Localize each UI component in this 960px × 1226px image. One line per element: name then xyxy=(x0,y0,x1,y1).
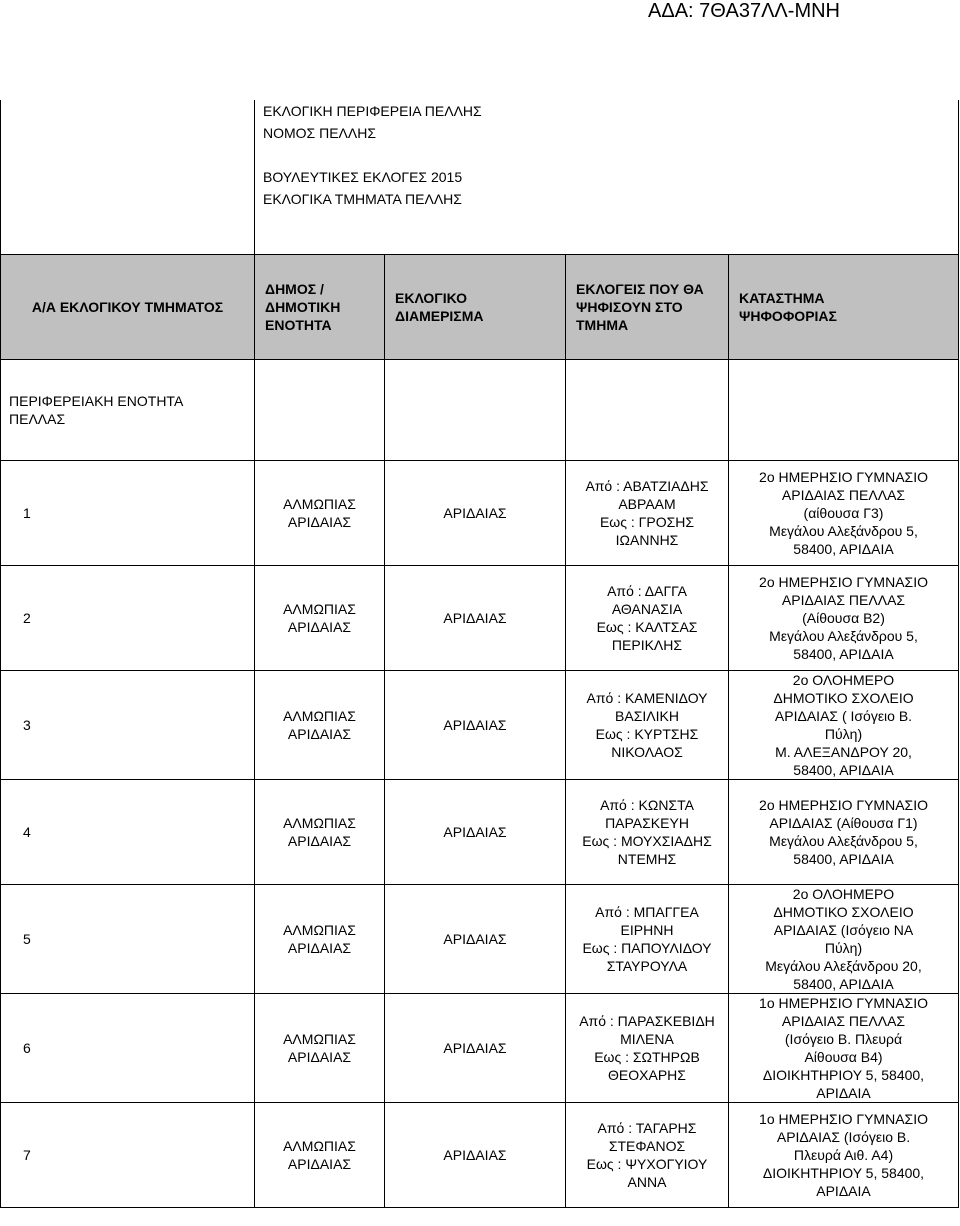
info-row xyxy=(1,166,959,188)
diamerisma-cell: ΑΡΙΔΑΙΑΣ xyxy=(385,885,566,994)
section-number: 5 xyxy=(1,885,255,994)
diamerisma-cell: ΑΡΙΔΑΙΑΣ xyxy=(385,994,566,1103)
dimos-cell: ΑΛΜΩΠΙΑΣ ΑΡΙΔΑΙΑΣ xyxy=(255,671,385,780)
station-cell: 2ο ΟΛΟΗΜΕΡΟ ΔΗΜΟΤΙΚΟ ΣΧΟΛΕΙΟ ΑΡΙΔΑΙΑΣ (Ισόγειο ΝΑ Πύλη) Μεγάλου Αλεξάνδρου 20, 58400, ΑΡΙΔΑΙΑ xyxy=(729,885,959,994)
station-cell: 2ο ΟΛΟΗΜΕΡΟ ΔΗΜΟΤΙΚΟ ΣΧΟΛΕΙΟ ΑΡΙΔΑΙΑΣ ( Ισόγειο Β. Πύλη) Μ. ΑΛΕΞΑΝΔΡΟΥ 20, 58400, ΑΡΙΔΑΙΑ xyxy=(729,671,959,780)
regional-unit-label: ΠΕΡΙΦΕΡΕΙΑΚΗ ΕΝΟΤΗΤΑ ΠΕΛΛΑΣ xyxy=(1,360,255,461)
polling-sections-table xyxy=(0,100,959,1208)
table-row xyxy=(1,885,959,994)
info-margin-cell xyxy=(1,188,255,210)
empty-cell xyxy=(385,360,566,461)
voters-cell: Από : ΚΑΜΕΝΙΔΟΥ ΒΑΣΙΛΙΚΗ Εως : ΚΥΡΤΣΗΣ ΝΙΚΟΛΑΟΣ xyxy=(566,671,729,780)
voters-cell: Από : ΚΩΝΣΤΑ ΠΑΡΑΣΚΕΥΗ Εως : ΜΟΥΧΣΙΑΔΗΣ ΝΤΕΜΗΣ xyxy=(566,780,729,885)
dimos-cell: ΑΛΜΩΠΙΑΣ ΑΡΙΔΑΙΑΣ xyxy=(255,885,385,994)
voters-cell: Από : ΔΑΓΓΑ ΑΘΑΝΑΣΙΑ Εως : ΚΑΛΤΣΑΣ ΠΕΡΙΚΛΗΣ xyxy=(566,566,729,671)
section-number: 1 xyxy=(1,461,255,566)
info-line: ΕΚΛΟΓΙΚΑ ΤΜΗΜΑΤΑ ΠΕΛΛΗΣ xyxy=(255,188,959,210)
table-row xyxy=(1,1103,959,1208)
dimos-cell: ΑΛΜΩΠΙΑΣ ΑΡΙΔΑΙΑΣ xyxy=(255,566,385,671)
info-line xyxy=(255,144,959,166)
station-cell: 2ο ΗΜΕΡΗΣΙΟ ΓΥΜΝΑΣΙΟ ΑΡΙΔΑΙΑΣ ΠΕΛΛΑΣ (αίθουσα Γ3) Μεγάλου Αλεξάνδρου 5, 58400, ΑΡΙΔΑΙΑ xyxy=(729,461,959,566)
info-margin-cell xyxy=(1,144,255,166)
diamerisma-cell: ΑΡΙΔΑΙΑΣ xyxy=(385,780,566,885)
empty-cell xyxy=(255,360,385,461)
voters-cell: Από : ΜΠΑΓΓΕΑ ΕΙΡΗΝΗ Εως : ΠΑΠΟΥΛΙΔΟΥ ΣΤΑΥΡΟΥΛΑ xyxy=(566,885,729,994)
info-margin-cell xyxy=(1,100,255,122)
dimos-cell: ΑΛΜΩΠΙΑΣ ΑΡΙΔΑΙΑΣ xyxy=(255,994,385,1103)
section-number: 2 xyxy=(1,566,255,671)
table-row xyxy=(1,671,959,780)
info-row xyxy=(1,144,959,166)
info-margin-cell xyxy=(1,166,255,188)
voters-cell: Από : ΠΑΡΑΣΚΕΒΙΔΗ ΜΙΛΕΝΑ Εως : ΣΩΤΗΡΩΒ ΘΕΟΧΑΡΗΣ xyxy=(566,994,729,1103)
info-line xyxy=(255,232,959,255)
info-row xyxy=(1,122,959,144)
header-diamerisma: ΕΚΛΟΓΙΚΟ ΔΙΑΜΕΡΙΣΜΑ xyxy=(385,255,566,360)
diamerisma-cell: ΑΡΙΔΑΙΑΣ xyxy=(385,461,566,566)
section-number: 7 xyxy=(1,1103,255,1208)
header-voters: ΕΚΛΟΓΕΙΣ ΠΟΥ ΘΑ ΨΗΦΙΣΟΥΝ ΣΤΟ ΤΜΗΜΑ xyxy=(566,255,729,360)
diamerisma-cell: ΑΡΙΔΑΙΑΣ xyxy=(385,566,566,671)
dimos-cell: ΑΛΜΩΠΙΑΣ ΑΡΙΔΑΙΑΣ xyxy=(255,461,385,566)
table-row xyxy=(1,780,959,885)
info-margin-cell xyxy=(1,210,255,232)
document-ada-code: ΑΔΑ: 7ΘΑ37ΛΛ-ΜΝΗ xyxy=(648,0,840,22)
dimos-cell: ΑΛΜΩΠΙΑΣ ΑΡΙΔΑΙΑΣ xyxy=(255,1103,385,1208)
table-row xyxy=(1,461,959,566)
info-line: ΕΚΛΟΓΙΚΗ ΠΕΡΙΦΕΡΕΙΑ ΠΕΛΛΗΣ xyxy=(255,100,959,122)
table-row xyxy=(1,566,959,671)
empty-cell xyxy=(729,360,959,461)
voters-cell: Από : ΑΒΑΤΖΙΑΔΗΣ ΑΒΡΑΑΜ Εως : ΓΡΟΣΗΣ ΙΩΑΝΝΗΣ xyxy=(566,461,729,566)
info-line: ΝΟΜΟΣ ΠΕΛΛΗΣ xyxy=(255,122,959,144)
info-line: ΒΟΥΛΕΥΤΙΚΕΣ ΕΚΛΟΓΕΣ 2015 xyxy=(255,166,959,188)
table-row xyxy=(1,994,959,1103)
empty-cell xyxy=(566,360,729,461)
info-row xyxy=(1,232,959,255)
station-cell: 1ο ΗΜΕΡΗΣΙΟ ΓΥΜΝΑΣΙΟ ΑΡΙΔΑΙΑΣ (Ισόγειο Β. Πλευρά Αιθ. Α4) ΔΙΟΙΚΗΤΗΡΙΟΥ 5, 58400, ΑΡΙΔΑΙΑ xyxy=(729,1103,959,1208)
header-dimos: ΔΗΜΟΣ / ΔΗΜΟΤΙΚΗ ΕΝΟΤΗΤΑ xyxy=(255,255,385,360)
section-number: 6 xyxy=(1,994,255,1103)
diamerisma-cell: ΑΡΙΔΑΙΑΣ xyxy=(385,1103,566,1208)
station-cell: 2ο ΗΜΕΡΗΣΙΟ ΓΥΜΝΑΣΙΟ ΑΡΙΔΑΙΑΣ ΠΕΛΛΑΣ (Αίθουσα Β2) Μεγάλου Αλεξάνδρου 5, 58400, ΑΡΙΔΑΙΑ xyxy=(729,566,959,671)
dimos-cell: ΑΛΜΩΠΙΑΣ ΑΡΙΔΑΙΑΣ xyxy=(255,780,385,885)
header-station: ΚΑΤΑΣΤΗΜΑ ΨΗΦΟΦΟΡΙΑΣ xyxy=(729,255,959,360)
station-cell: 2ο ΗΜΕΡΗΣΙΟ ΓΥΜΝΑΣΙΟ ΑΡΙΔΑΙΑΣ (Αίθουσα Γ1) Μεγάλου Αλεξάνδρου 5, 58400, ΑΡΙΔΑΙΑ xyxy=(729,780,959,885)
section-number: 4 xyxy=(1,780,255,885)
diamerisma-cell: ΑΡΙΔΑΙΑΣ xyxy=(385,671,566,780)
section-number: 3 xyxy=(1,671,255,780)
header-aa: Α/Α ΕΚΛΟΓΙΚΟΥ ΤΜΗΜΑΤΟΣ xyxy=(1,255,255,360)
voters-cell: Από : ΤΑΓΑΡΗΣ ΣΤΕΦΑΝΟΣ Εως : ΨΥΧΟΓΥΙΟΥ ΑΝΝΑ xyxy=(566,1103,729,1208)
info-margin-cell xyxy=(1,232,255,255)
regional-unit-row xyxy=(1,360,959,461)
info-row xyxy=(1,210,959,232)
info-row xyxy=(1,100,959,122)
info-row xyxy=(1,188,959,210)
station-cell: 1ο ΗΜΕΡΗΣΙΟ ΓΥΜΝΑΣΙΟ ΑΡΙΔΑΙΑΣ ΠΕΛΛΑΣ (Ισόγειο Β. Πλευρά Αίθουσα Β4) ΔΙΟΙΚΗΤΗΡΙΟΥ 5, 58400, ΑΡΙΔΑΙΑ xyxy=(729,994,959,1103)
info-margin-cell xyxy=(1,122,255,144)
info-line xyxy=(255,210,959,232)
header-row xyxy=(1,255,959,360)
